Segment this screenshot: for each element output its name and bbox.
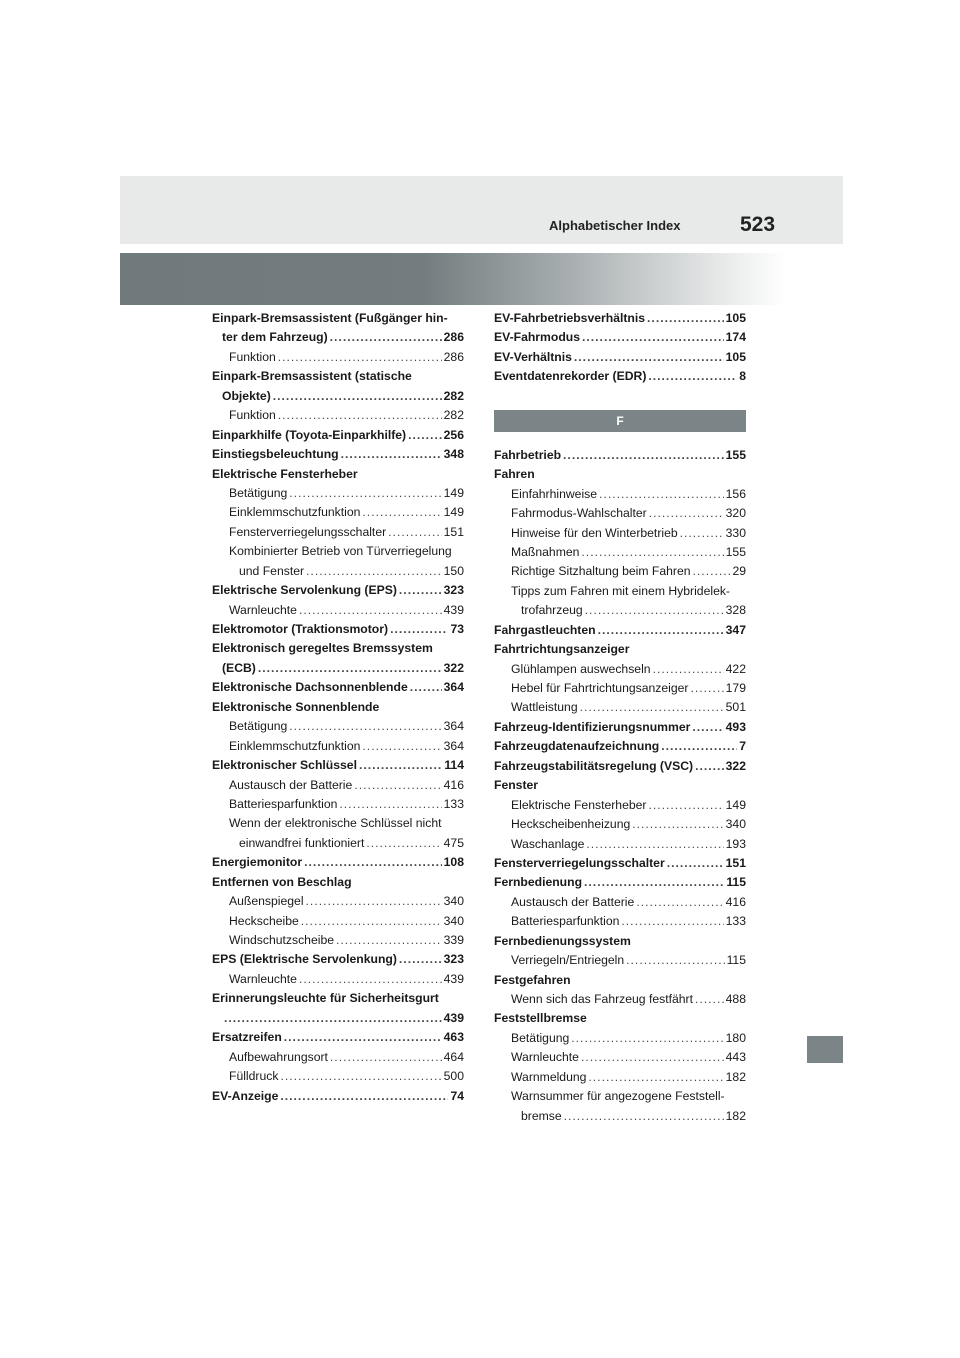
index-entry-page[interactable]: 328 bbox=[725, 603, 746, 618]
index-entry-page[interactable]: 340 bbox=[725, 817, 746, 832]
index-entry-page[interactable]: 416 bbox=[725, 894, 746, 909]
index-entry bbox=[511, 1087, 746, 1106]
index-entry bbox=[229, 912, 464, 931]
dot-leader bbox=[278, 348, 442, 367]
index-entry bbox=[494, 328, 746, 347]
dot-leader bbox=[362, 503, 441, 522]
index-entry-term: Richtige Sitzhaltung beim Fahren bbox=[511, 564, 691, 579]
index-entry-page[interactable]: 149 bbox=[443, 485, 464, 500]
index-entry-term: ter dem Fahrzeug) bbox=[222, 330, 328, 345]
index-entry-page[interactable]: 108 bbox=[443, 855, 464, 870]
dot-leader bbox=[299, 601, 442, 620]
index-entry bbox=[229, 484, 464, 503]
dot-leader bbox=[359, 756, 442, 775]
index-entry bbox=[494, 718, 746, 737]
index-entry-term: Warnleuchte bbox=[511, 1050, 579, 1065]
header-title: Alphabetischer Index bbox=[549, 218, 681, 233]
index-entry-term: Einpark-Bremsassistent (statische bbox=[212, 369, 412, 384]
index-entry bbox=[494, 776, 746, 795]
index-entry-term: Verriegeln/Entriegeln bbox=[511, 953, 625, 968]
index-entry bbox=[239, 834, 464, 853]
index-entry bbox=[222, 1009, 464, 1028]
index-entry-term: Heckscheibe bbox=[229, 913, 299, 928]
dot-leader bbox=[258, 659, 442, 678]
index-entry bbox=[511, 1048, 746, 1067]
index-entry-page[interactable]: 340 bbox=[443, 913, 464, 928]
index-entry-page[interactable]: 8 bbox=[739, 369, 746, 384]
index-entry bbox=[229, 1067, 464, 1086]
index-entry-term: Elektrische Fensterheber bbox=[511, 797, 647, 812]
dot-leader bbox=[588, 1068, 723, 1087]
index-entry-term: EV-Verhältnis bbox=[494, 349, 572, 364]
index-entry-term: EPS (Elektrische Servolenkung) bbox=[212, 952, 397, 967]
dot-leader bbox=[563, 446, 724, 465]
dot-leader bbox=[280, 1087, 448, 1106]
index-entry bbox=[229, 1048, 464, 1067]
index-entry-term: Erinnerungsleuchte für Sicherheitsgurt bbox=[212, 991, 439, 1006]
index-entry-term: Elektronischer Schlüssel bbox=[212, 758, 357, 773]
dot-leader bbox=[667, 854, 724, 873]
index-entry-page[interactable]: 151 bbox=[443, 524, 464, 539]
index-entry-page[interactable]: 286 bbox=[443, 330, 464, 345]
index-entry-term: Einparkhilfe (Toyota-Einparkhilfe) bbox=[212, 427, 407, 442]
dot-leader bbox=[273, 387, 442, 406]
index-entry-page[interactable]: 501 bbox=[725, 700, 746, 715]
index-entry-page[interactable]: 151 bbox=[725, 855, 746, 870]
index-entry-term: Fahrgastleuchten bbox=[494, 622, 596, 637]
index-entry bbox=[511, 504, 746, 523]
index-entry-term: Glühlampen auswechseln bbox=[511, 661, 651, 676]
index-entry-term: Betätigung bbox=[229, 485, 288, 500]
index-entry-page[interactable]: 150 bbox=[443, 563, 464, 578]
index-group-f bbox=[494, 446, 746, 1126]
dot-leader bbox=[649, 504, 724, 523]
index-entry-page[interactable]: 149 bbox=[725, 797, 746, 812]
index-entry-term: Einklemmschutzfunktion bbox=[229, 505, 361, 520]
index-entry bbox=[229, 814, 464, 833]
index-entry-page[interactable]: 463 bbox=[443, 1030, 464, 1045]
index-entry bbox=[511, 835, 746, 854]
dot-leader bbox=[582, 328, 724, 347]
index-entry-page[interactable]: 323 bbox=[443, 952, 464, 967]
index-entry bbox=[212, 309, 464, 328]
dot-leader bbox=[330, 328, 442, 347]
index-entry bbox=[212, 465, 464, 484]
index-entry-term: Fenster bbox=[494, 778, 539, 793]
dot-leader bbox=[581, 1048, 724, 1067]
index-entry-term: Einpark-Bremsassistent (Fußgänger hin- bbox=[212, 311, 448, 325]
dot-leader bbox=[571, 1029, 723, 1048]
index-entry-term: Elektrische Servolenkung (EPS) bbox=[212, 583, 397, 598]
dot-leader bbox=[301, 912, 442, 931]
index-entry bbox=[511, 990, 746, 1009]
index-entry bbox=[229, 348, 464, 367]
index-entry bbox=[494, 854, 746, 873]
dot-leader bbox=[336, 931, 442, 950]
dot-leader bbox=[626, 951, 724, 970]
index-entry-term: Eventdatenrekorder (EDR) bbox=[494, 369, 647, 384]
index-entry bbox=[494, 348, 746, 367]
index-entry-term: Warnleuchte bbox=[229, 971, 297, 986]
index-entry-page[interactable]: 364 bbox=[443, 719, 464, 734]
index-entry bbox=[229, 523, 464, 542]
index-entry bbox=[494, 621, 746, 640]
dot-leader bbox=[693, 562, 731, 581]
index-entry bbox=[212, 581, 464, 600]
dot-leader bbox=[585, 601, 724, 620]
index-entry-page[interactable]: 7 bbox=[739, 739, 746, 754]
index-entry-page[interactable]: 439 bbox=[443, 1010, 464, 1025]
index-entry bbox=[212, 756, 464, 775]
dot-leader bbox=[632, 815, 723, 834]
index-entry bbox=[511, 1068, 746, 1087]
index-entry bbox=[212, 1087, 464, 1106]
index-entry bbox=[511, 679, 746, 698]
index-entry bbox=[229, 601, 464, 620]
index-entry-page[interactable]: 256 bbox=[443, 427, 464, 442]
index-entry bbox=[229, 737, 464, 756]
dot-leader bbox=[284, 1028, 442, 1047]
index-entry-page[interactable]: 174 bbox=[725, 330, 746, 345]
index-entry-term: Tipps zum Fahren mit einem Hybridelek- bbox=[511, 583, 730, 598]
index-entry bbox=[229, 717, 464, 736]
dot-leader bbox=[304, 853, 442, 872]
index-entry bbox=[511, 1029, 746, 1048]
index-entry-term: Außenspiegel bbox=[229, 894, 304, 909]
index-entry-page[interactable]: 439 bbox=[443, 602, 464, 617]
index-entry-page[interactable]: 282 bbox=[443, 408, 464, 423]
index-entry bbox=[494, 446, 746, 465]
index-column-left bbox=[212, 309, 464, 1106]
index-entry bbox=[494, 971, 746, 990]
index-entry bbox=[229, 970, 464, 989]
index-entry-term: und Fenster bbox=[239, 563, 305, 578]
index-entry bbox=[511, 582, 746, 601]
index-entry bbox=[494, 1009, 746, 1028]
index-entry bbox=[212, 873, 464, 892]
dot-leader bbox=[692, 718, 723, 737]
index-entry-term: Fülldruck bbox=[229, 1069, 279, 1084]
dot-leader bbox=[339, 795, 441, 814]
index-entry-term: Austausch der Batterie bbox=[229, 777, 353, 792]
index-entry-term: Fahren bbox=[494, 467, 535, 482]
index-entry-term: Elektronisch geregeltes Bremssystem bbox=[212, 641, 433, 656]
index-entry bbox=[229, 892, 464, 911]
index-entry-term: Ersatzreifen bbox=[212, 1030, 282, 1045]
index-entry bbox=[229, 795, 464, 814]
index-entry-term: bremse bbox=[521, 1108, 562, 1123]
index-entry-term: Betätigung bbox=[229, 719, 288, 734]
index-entry bbox=[511, 796, 746, 815]
index-entry bbox=[511, 893, 746, 912]
index-entry bbox=[212, 950, 464, 969]
index-entry-page[interactable]: 323 bbox=[443, 583, 464, 598]
index-entry-page[interactable]: 115 bbox=[726, 953, 746, 968]
index-entry bbox=[511, 660, 746, 679]
index-entry-term: EV-Fahrmodus bbox=[494, 330, 581, 345]
dot-leader bbox=[648, 796, 723, 815]
dot-leader bbox=[399, 581, 442, 600]
dot-leader bbox=[599, 485, 724, 504]
dot-leader bbox=[280, 1067, 441, 1086]
decorative-gradient-bar bbox=[120, 253, 843, 305]
index-entry-term: Fensterverriegelungsschalter bbox=[229, 524, 387, 539]
dot-leader bbox=[636, 893, 723, 912]
dot-leader bbox=[581, 543, 723, 562]
index-entry-term: EV-Fahrbetriebsverhältnis bbox=[494, 311, 646, 325]
index-entry bbox=[494, 367, 746, 386]
dot-leader bbox=[580, 698, 724, 717]
index-entry-page[interactable]: 133 bbox=[443, 796, 464, 811]
index-entry-page[interactable]: 500 bbox=[443, 1069, 464, 1084]
index-entry bbox=[229, 542, 464, 561]
index-entry-page[interactable]: 74 bbox=[450, 1088, 464, 1103]
thumb-index-tab bbox=[807, 1036, 843, 1063]
dot-leader bbox=[306, 892, 442, 911]
index-entry-page[interactable]: 322 bbox=[443, 660, 464, 675]
dot-leader bbox=[341, 445, 442, 464]
index-entry-term: Warnleuchte bbox=[229, 602, 297, 617]
index-entry-page[interactable]: 364 bbox=[443, 738, 464, 753]
index-entry bbox=[212, 639, 464, 658]
index-entry-term: (ECB) bbox=[222, 660, 256, 675]
dot-leader bbox=[388, 523, 441, 542]
index-entry bbox=[511, 912, 746, 931]
index-entry-page[interactable]: 193 bbox=[725, 836, 746, 851]
index-entry-term: Fahrtrichtungsanzeiger bbox=[494, 642, 630, 657]
index-entry-page[interactable]: 105 bbox=[725, 349, 746, 364]
dot-leader bbox=[390, 620, 448, 639]
index-entry bbox=[494, 932, 746, 951]
index-entry-page[interactable]: 464 bbox=[443, 1049, 464, 1064]
index-entry-term: Fernbedienungssystem bbox=[494, 933, 631, 948]
index-entry bbox=[494, 873, 746, 892]
index-entry-page[interactable]: 133 bbox=[725, 914, 746, 929]
index-entry bbox=[212, 426, 464, 445]
index-entry-page[interactable]: 339 bbox=[443, 933, 464, 947]
index-entry-term: Elektronische Sonnenblende bbox=[212, 699, 380, 714]
dot-leader bbox=[648, 367, 737, 386]
index-entry-page[interactable]: 115 bbox=[726, 875, 746, 890]
index-entry-term: Entfernen von Beschlag bbox=[212, 874, 352, 889]
index-entry-page[interactable]: 282 bbox=[443, 388, 464, 403]
index-entry-term: Wenn der elektronische Schlüssel nicht bbox=[229, 816, 442, 831]
index-entry-page[interactable]: 348 bbox=[443, 447, 464, 462]
dot-leader bbox=[306, 562, 442, 581]
dot-leader bbox=[598, 621, 724, 640]
index-entry bbox=[212, 620, 464, 639]
index-entry-term: Fahrzeugdatenaufzeichnung bbox=[494, 739, 660, 754]
index-entry-page[interactable]: 347 bbox=[725, 622, 746, 637]
dot-leader bbox=[410, 678, 442, 697]
page-number: 523 bbox=[740, 213, 776, 236]
index-entry-page[interactable]: 488 bbox=[725, 992, 746, 1006]
index-entry bbox=[212, 367, 464, 386]
index-entry-page[interactable]: 105 bbox=[725, 311, 746, 325]
index-entry-term: Elektromotor (Traktionsmotor) bbox=[212, 622, 389, 636]
index-entry bbox=[511, 543, 746, 562]
index-entry-term: Fahrmodus-Wahlschalter bbox=[511, 506, 647, 521]
index-entry-term: Batteriesparfunktion bbox=[229, 796, 338, 811]
index-entry-term: Elektrische Fensterheber bbox=[212, 466, 358, 481]
index-entry-page[interactable]: 322 bbox=[725, 758, 746, 773]
dot-leader bbox=[224, 1009, 442, 1028]
index-entry-page[interactable]: 439 bbox=[443, 971, 464, 986]
dot-leader bbox=[653, 660, 724, 679]
dot-leader bbox=[574, 348, 724, 367]
index-entry-term: Einstiegsbeleuchtung bbox=[212, 447, 339, 462]
index-entry bbox=[229, 931, 464, 950]
index-entry-term: Fahrzeug-Identifizierungsnummer bbox=[494, 719, 691, 734]
index-entry-page[interactable]: 340 bbox=[443, 894, 464, 909]
index-entry-page[interactable]: 416 bbox=[443, 777, 464, 792]
dot-leader bbox=[408, 426, 442, 445]
index-entry bbox=[222, 328, 464, 347]
dot-leader bbox=[330, 1048, 442, 1067]
dot-leader bbox=[680, 524, 724, 543]
index-entry bbox=[521, 1107, 746, 1126]
dot-leader bbox=[691, 679, 724, 698]
dot-leader bbox=[278, 406, 442, 425]
section-header-letter: F bbox=[494, 410, 746, 432]
index-column-right bbox=[494, 309, 746, 1126]
index-entry-term: Windschutzscheibe bbox=[229, 933, 334, 947]
index-entry-term: Maßnahmen bbox=[511, 544, 580, 559]
index-entry bbox=[494, 640, 746, 659]
dot-leader bbox=[621, 912, 723, 931]
index-entry bbox=[212, 678, 464, 697]
index-entry-term: Fensterverriegelungsschalter bbox=[494, 855, 665, 870]
index-entry-term: einwandfrei funktioniert bbox=[239, 835, 365, 850]
index-entry-term: Einklemmschutzfunktion bbox=[229, 738, 361, 753]
index-entry-term: Warnmeldung bbox=[511, 1069, 587, 1084]
index-entry bbox=[511, 524, 746, 543]
index-entry-term: Batteriesparfunktion bbox=[511, 914, 620, 929]
index-entry-page[interactable]: 320 bbox=[725, 506, 746, 521]
index-entry-page[interactable]: 182 bbox=[725, 1069, 746, 1084]
index-entry bbox=[212, 445, 464, 464]
index-group-e-continued bbox=[494, 309, 746, 387]
index-entry-term: Fahrzeugstabilitätsregelung (VSC) bbox=[494, 758, 694, 773]
index-entry-term: trofahrzeug bbox=[521, 603, 583, 618]
index-entry bbox=[494, 465, 746, 484]
index-entry-page[interactable]: 73 bbox=[450, 622, 464, 636]
index-entry bbox=[511, 562, 746, 581]
index-entry-term: Wenn sich das Fahrzeug festfährt bbox=[511, 992, 694, 1006]
index-entry-term: Funktion bbox=[229, 408, 276, 423]
dot-leader bbox=[289, 484, 441, 503]
index-entry-page[interactable]: 330 bbox=[725, 525, 746, 540]
dot-leader bbox=[695, 757, 724, 776]
index-entry-term: Elektronische Dachsonnenblende bbox=[212, 680, 408, 695]
dot-leader bbox=[362, 737, 441, 756]
dot-leader bbox=[661, 737, 737, 756]
index-entry bbox=[229, 503, 464, 522]
dot-leader bbox=[399, 950, 442, 969]
index-entry-page[interactable]: 182 bbox=[725, 1108, 746, 1123]
index-entry-term: Energiemonitor bbox=[212, 855, 303, 870]
index-entry-term: Festgefahren bbox=[494, 972, 571, 987]
index-entry bbox=[494, 757, 746, 776]
index-entry bbox=[511, 698, 746, 717]
index-entry-term: Warnsummer für angezogene Feststell- bbox=[511, 1089, 725, 1104]
index-entry bbox=[239, 562, 464, 581]
index-entry-page[interactable]: 493 bbox=[725, 719, 746, 734]
index-entry bbox=[494, 309, 746, 328]
index-entry-term: Fernbedienung bbox=[494, 875, 583, 890]
index-entry-page[interactable]: 180 bbox=[725, 1030, 746, 1045]
index-entry-page[interactable]: 179 bbox=[725, 681, 746, 695]
dot-leader bbox=[299, 970, 442, 989]
index-entry bbox=[511, 951, 746, 970]
index-entry-term: Objekte) bbox=[222, 388, 271, 403]
index-entry bbox=[212, 1028, 464, 1047]
index-entry-term: Aufbewahrungsort bbox=[229, 1049, 328, 1064]
dot-leader bbox=[289, 717, 441, 736]
index-entry bbox=[212, 853, 464, 872]
index-entry-term: Heckscheibenheizung bbox=[511, 817, 631, 832]
index-entry-page[interactable]: 475 bbox=[443, 835, 464, 850]
index-entry-page[interactable]: 364 bbox=[443, 680, 464, 695]
dot-leader bbox=[584, 873, 724, 892]
index-entry bbox=[222, 659, 464, 678]
index-entry bbox=[521, 601, 746, 620]
index-entry bbox=[494, 737, 746, 756]
index-entry-term: Wattleistung bbox=[511, 700, 578, 715]
dot-leader bbox=[354, 776, 441, 795]
dot-leader bbox=[366, 834, 441, 853]
dot-leader bbox=[564, 1107, 724, 1126]
index-entry-term: Kombinierter Betrieb von Türverriegelung bbox=[229, 544, 452, 559]
index-entry bbox=[229, 406, 464, 425]
index-entry-page[interactable]: 443 bbox=[725, 1050, 746, 1065]
index-entry-page[interactable]: 156 bbox=[725, 486, 746, 501]
index-entry bbox=[222, 387, 464, 406]
index-entry-term: Einfahrhinweise bbox=[511, 486, 598, 501]
index-entry bbox=[212, 698, 464, 717]
index-entry bbox=[212, 989, 464, 1008]
index-entry-term: Hebel für Fahrtrichtungsanzeiger bbox=[511, 681, 689, 695]
index-entry-term: Waschanlage bbox=[511, 836, 585, 851]
index-entry-page[interactable]: 155 bbox=[725, 544, 746, 559]
index-entry bbox=[511, 485, 746, 504]
dot-leader bbox=[695, 990, 724, 1009]
index-entry-term: Feststellbremse bbox=[494, 1011, 587, 1026]
index-entry-page[interactable]: 29 bbox=[732, 564, 746, 579]
dot-leader bbox=[586, 835, 723, 854]
index-entry-term: Austausch der Batterie bbox=[511, 894, 635, 909]
index-entry-term: EV-Anzeige bbox=[212, 1088, 279, 1103]
index-entry-term: Betätigung bbox=[511, 1030, 570, 1045]
index-entry-term: Hinweise für den Winterbetrieb bbox=[511, 525, 678, 540]
index-entry-page[interactable]: 422 bbox=[725, 661, 746, 676]
index-entry-page[interactable]: 149 bbox=[443, 505, 464, 520]
index-entry bbox=[511, 815, 746, 834]
index-entry bbox=[229, 776, 464, 795]
dot-leader bbox=[647, 309, 724, 328]
index-entry-term: Funktion bbox=[229, 349, 276, 364]
index-entry-term: Fahrbetrieb bbox=[494, 447, 562, 462]
index-entry-page[interactable]: 286 bbox=[443, 349, 464, 364]
index-entry-page[interactable]: 114 bbox=[444, 758, 464, 773]
header-band bbox=[120, 176, 843, 244]
index-entry-page[interactable]: 155 bbox=[725, 447, 746, 462]
